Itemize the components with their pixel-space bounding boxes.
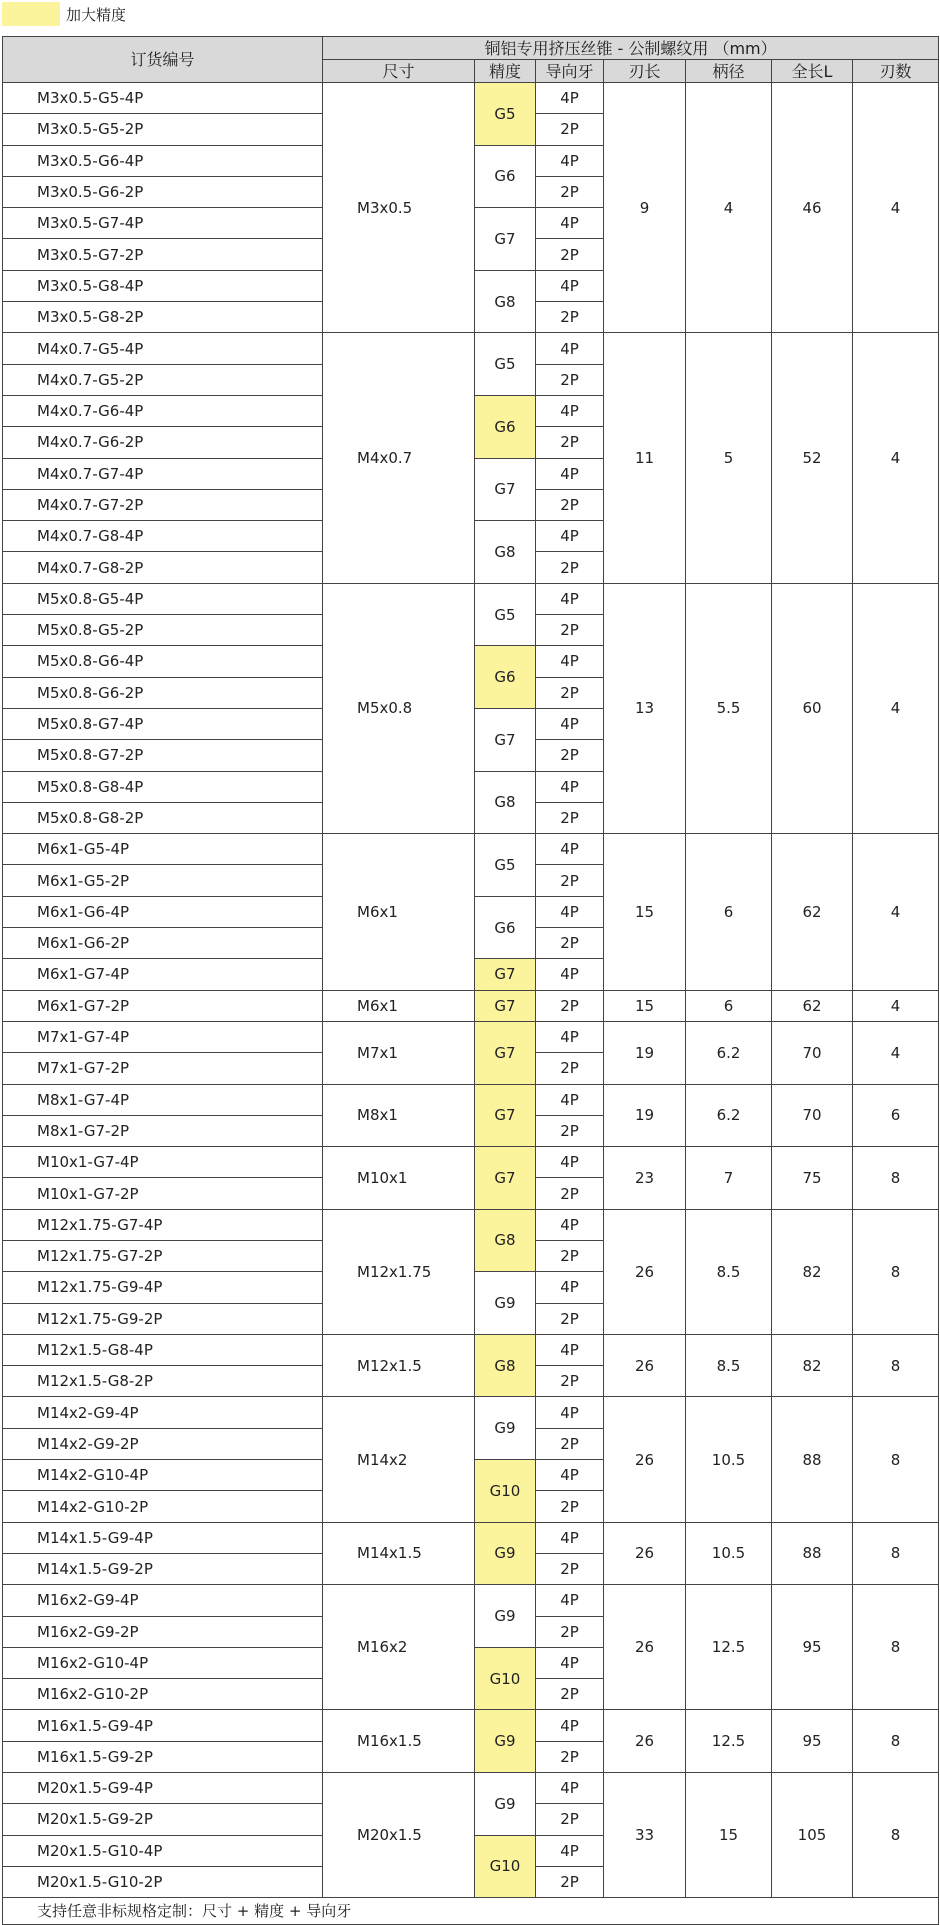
table-row <box>3 83 939 114</box>
order-code-cell: M20x1.5-G10-2P <box>3 1866 323 1897</box>
guide-cell: 2P <box>536 1178 604 1209</box>
order-code-cell: M5x0.8-G6-2P <box>3 677 323 708</box>
total-length-cell: 52 <box>772 333 853 583</box>
flutes-cell: 4 <box>853 834 939 990</box>
order-code-cell: M6x1-G6-2P <box>3 928 323 959</box>
blade-length-cell: 19 <box>604 1021 686 1084</box>
guide-cell: 4P <box>536 1460 604 1491</box>
header-row-1 <box>3 37 939 60</box>
grade-cell: G5 <box>475 583 536 646</box>
size-cell: M20x1.5 <box>323 1773 475 1898</box>
size-cell: M12x1.5 <box>323 1334 475 1397</box>
table-row <box>3 1522 939 1553</box>
flutes-cell: 4 <box>853 333 939 583</box>
grade-cell: G6 <box>475 646 536 709</box>
grade-cell: G8 <box>475 1209 536 1272</box>
order-code-cell: M12x1.5-G8-4P <box>3 1334 323 1365</box>
spec-table <box>2 36 939 1925</box>
shank-cell: 6 <box>686 834 772 990</box>
grade-cell: G8 <box>475 771 536 834</box>
guide-cell: 2P <box>536 1866 604 1897</box>
grade-cell: G10 <box>475 1647 536 1710</box>
blade-length-cell: 26 <box>604 1334 686 1397</box>
order-code-cell: M4x0.7-G7-2P <box>3 489 323 520</box>
blade-length-cell: 11 <box>604 333 686 583</box>
order-code-cell: M3x0.5-G7-4P <box>3 208 323 239</box>
shank-cell: 6.2 <box>686 1021 772 1084</box>
grade-cell: G5 <box>475 333 536 396</box>
flutes-cell: 8 <box>853 1209 939 1334</box>
shank-cell: 7 <box>686 1147 772 1210</box>
table-row <box>3 583 939 614</box>
blade-length-cell: 26 <box>604 1710 686 1773</box>
total-length-cell: 95 <box>772 1585 853 1710</box>
grade-cell: G10 <box>475 1835 536 1898</box>
grade-cell: G9 <box>475 1710 536 1773</box>
order-code-cell: M5x0.8-G8-2P <box>3 802 323 833</box>
guide-cell: 2P <box>536 802 604 833</box>
size-cell: M16x1.5 <box>323 1710 475 1773</box>
footer-row <box>3 1898 939 1925</box>
guide-cell: 2P <box>536 740 604 771</box>
size-cell: M14x2 <box>323 1397 475 1522</box>
grade-cell: G5 <box>475 834 536 897</box>
table-row <box>3 1585 939 1616</box>
total-length-cell: 95 <box>772 1710 853 1773</box>
order-code-cell: M16x2-G10-4P <box>3 1647 323 1678</box>
guide-cell: 4P <box>536 1522 604 1553</box>
grade-cell: G7 <box>475 708 536 771</box>
grade-cell: G6 <box>475 145 536 208</box>
total-length-cell: 62 <box>772 990 853 1021</box>
total-length-cell: 46 <box>772 83 853 333</box>
guide-cell: 4P <box>536 583 604 614</box>
order-code-cell: M3x0.5-G5-4P <box>3 83 323 114</box>
guide-cell: 2P <box>536 615 604 646</box>
guide-cell: 2P <box>536 928 604 959</box>
total-length-cell: 82 <box>772 1209 853 1334</box>
grade-cell: G7 <box>475 1084 536 1147</box>
grade-cell: G8 <box>475 270 536 333</box>
grade-cell: G7 <box>475 208 536 271</box>
size-cell: M5x0.8 <box>323 583 475 833</box>
blade-length-cell: 15 <box>604 990 686 1021</box>
order-code-cell: M5x0.8-G5-4P <box>3 583 323 614</box>
order-code-cell: M7x1-G7-2P <box>3 1053 323 1084</box>
order-code-cell: M4x0.7-G8-4P <box>3 521 323 552</box>
grade-cell: G9 <box>475 1585 536 1648</box>
guide-cell: 2P <box>536 364 604 395</box>
order-code-cell: M20x1.5-G10-4P <box>3 1835 323 1866</box>
grade-cell: G6 <box>475 896 536 959</box>
order-code-cell: M12x1.75-G7-2P <box>3 1240 323 1271</box>
grade-cell: G7 <box>475 1021 536 1084</box>
size-cell: M6x1 <box>323 990 475 1021</box>
guide-cell: 4P <box>536 708 604 739</box>
grade-cell: G10 <box>475 1460 536 1523</box>
blade-length-cell: 26 <box>604 1522 686 1585</box>
col-header-grade: 精度 <box>475 60 536 83</box>
shank-cell: 15 <box>686 1773 772 1898</box>
grade-cell: G8 <box>475 521 536 584</box>
shank-cell: 8.5 <box>686 1209 772 1334</box>
shank-cell: 12.5 <box>686 1710 772 1773</box>
order-code-cell: M14x1.5-G9-4P <box>3 1522 323 1553</box>
footer-note: 支持任意非标规格定制：尺寸 + 精度 + 导向牙 <box>3 1898 939 1925</box>
blade-length-cell: 23 <box>604 1147 686 1210</box>
table-row <box>3 1334 939 1365</box>
guide-cell: 4P <box>536 1397 604 1428</box>
order-code-cell: M10x1-G7-2P <box>3 1178 323 1209</box>
flutes-cell: 8 <box>853 1710 939 1773</box>
guide-cell: 4P <box>536 1021 604 1052</box>
order-code-cell: M3x0.5-G6-4P <box>3 145 323 176</box>
order-code-cell: M3x0.5-G7-2P <box>3 239 323 270</box>
guide-cell: 2P <box>536 239 604 270</box>
grade-cell: G9 <box>475 1397 536 1460</box>
guide-cell: 4P <box>536 1084 604 1115</box>
guide-cell: 2P <box>536 1428 604 1459</box>
order-code-cell: M14x2-G10-2P <box>3 1491 323 1522</box>
size-cell: M7x1 <box>323 1021 475 1084</box>
order-code-cell: M6x1-G5-2P <box>3 865 323 896</box>
order-code-cell: M3x0.5-G5-2P <box>3 114 323 145</box>
total-length-cell: 60 <box>772 583 853 833</box>
grade-cell: G9 <box>475 1272 536 1335</box>
col-header-blade-length: 刃长 <box>604 60 686 83</box>
total-length-cell: 88 <box>772 1397 853 1522</box>
blade-length-cell: 19 <box>604 1084 686 1147</box>
shank-cell: 6 <box>686 990 772 1021</box>
order-code-cell: M3x0.5-G6-2P <box>3 176 323 207</box>
order-code-cell: M14x2-G9-4P <box>3 1397 323 1428</box>
table-row <box>3 1209 939 1240</box>
flutes-cell: 8 <box>853 1397 939 1522</box>
guide-cell: 2P <box>536 114 604 145</box>
legend <box>0 0 126 28</box>
spec-table-body <box>3 83 939 1898</box>
order-code-cell: M8x1-G7-2P <box>3 1115 323 1146</box>
shank-cell: 8.5 <box>686 1334 772 1397</box>
order-code-cell: M3x0.5-G8-2P <box>3 302 323 333</box>
flutes-cell: 4 <box>853 83 939 333</box>
blade-length-cell: 26 <box>604 1585 686 1710</box>
size-cell: M4x0.7 <box>323 333 475 583</box>
table-row <box>3 1710 939 1741</box>
guide-cell: 4P <box>536 270 604 301</box>
order-code-cell: M5x0.8-G7-2P <box>3 740 323 771</box>
flutes-cell: 4 <box>853 1021 939 1084</box>
order-code-cell: M4x0.7-G8-2P <box>3 552 323 583</box>
guide-cell: 4P <box>536 959 604 990</box>
blade-length-cell: 9 <box>604 83 686 333</box>
guide-cell: 2P <box>536 1053 604 1084</box>
size-cell: M6x1 <box>323 834 475 990</box>
guide-cell: 2P <box>536 1491 604 1522</box>
guide-cell: 2P <box>536 1616 604 1647</box>
order-code-cell: M20x1.5-G9-2P <box>3 1804 323 1835</box>
guide-cell: 2P <box>536 677 604 708</box>
order-code-cell: M5x0.8-G7-4P <box>3 708 323 739</box>
shank-cell: 5 <box>686 333 772 583</box>
total-length-cell: 82 <box>772 1334 853 1397</box>
blade-length-cell: 33 <box>604 1773 686 1898</box>
guide-cell: 2P <box>536 176 604 207</box>
total-length-cell: 62 <box>772 834 853 990</box>
size-cell: M10x1 <box>323 1147 475 1210</box>
group-title: 铜铝专用挤压丝锥 - 公制螺纹用 （mm） <box>323 37 939 60</box>
guide-cell: 2P <box>536 1679 604 1710</box>
col-header-order-code: 订货编号 <box>3 37 323 83</box>
grade-cell: G7 <box>475 990 536 1021</box>
guide-cell: 2P <box>536 1115 604 1146</box>
table-row <box>3 834 939 865</box>
guide-cell: 2P <box>536 1553 604 1584</box>
table-row <box>3 1397 939 1428</box>
col-header-total-length: 全长L <box>772 60 853 83</box>
flutes-cell: 6 <box>853 1084 939 1147</box>
order-code-cell: M14x2-G10-4P <box>3 1460 323 1491</box>
flutes-cell: 8 <box>853 1334 939 1397</box>
col-header-flutes: 刃数 <box>853 60 939 83</box>
order-code-cell: M4x0.7-G6-2P <box>3 427 323 458</box>
order-code-cell: M5x0.8-G8-4P <box>3 771 323 802</box>
guide-cell: 2P <box>536 865 604 896</box>
grade-cell: G8 <box>475 1334 536 1397</box>
blade-length-cell: 13 <box>604 583 686 833</box>
legend-highlight-swatch <box>2 2 60 26</box>
guide-cell: 4P <box>536 896 604 927</box>
guide-cell: 4P <box>536 1773 604 1804</box>
grade-cell: G9 <box>475 1773 536 1836</box>
flutes-cell: 8 <box>853 1522 939 1585</box>
guide-cell: 4P <box>536 521 604 552</box>
guide-cell: 4P <box>536 1147 604 1178</box>
order-code-cell: M8x1-G7-4P <box>3 1084 323 1115</box>
guide-cell: 4P <box>536 1710 604 1741</box>
order-code-cell: M16x2-G9-4P <box>3 1585 323 1616</box>
legend-label: 加大精度 <box>66 5 127 24</box>
grade-cell: G7 <box>475 1147 536 1210</box>
order-code-cell: M4x0.7-G5-4P <box>3 333 323 364</box>
order-code-cell: M16x1.5-G9-4P <box>3 1710 323 1741</box>
col-header-size: 尺寸 <box>323 60 475 83</box>
order-code-cell: M4x0.7-G6-4P <box>3 395 323 426</box>
guide-cell: 4P <box>536 395 604 426</box>
guide-cell: 4P <box>536 1647 604 1678</box>
order-code-cell: M16x2-G9-2P <box>3 1616 323 1647</box>
guide-cell: 4P <box>536 458 604 489</box>
order-code-cell: M4x0.7-G5-2P <box>3 364 323 395</box>
grade-cell: G9 <box>475 1522 536 1585</box>
guide-cell: 4P <box>536 1209 604 1240</box>
shank-cell: 5.5 <box>686 583 772 833</box>
guide-cell: 2P <box>536 1303 604 1334</box>
size-cell: M14x1.5 <box>323 1522 475 1585</box>
order-code-cell: M4x0.7-G7-4P <box>3 458 323 489</box>
guide-cell: 4P <box>536 333 604 364</box>
size-cell: M8x1 <box>323 1084 475 1147</box>
order-code-cell: M12x1.75-G7-4P <box>3 1209 323 1240</box>
blade-length-cell: 15 <box>604 834 686 990</box>
guide-cell: 4P <box>536 145 604 176</box>
order-code-cell: M12x1.75-G9-4P <box>3 1272 323 1303</box>
guide-cell: 2P <box>536 427 604 458</box>
guide-cell: 2P <box>536 489 604 520</box>
guide-cell: 4P <box>536 834 604 865</box>
shank-cell: 10.5 <box>686 1397 772 1522</box>
guide-cell: 2P <box>536 1240 604 1271</box>
total-length-cell: 70 <box>772 1021 853 1084</box>
grade-cell: G7 <box>475 959 536 990</box>
table-row <box>3 333 939 364</box>
order-code-cell: M5x0.8-G5-2P <box>3 615 323 646</box>
flutes-cell: 4 <box>853 583 939 833</box>
order-code-cell: M14x1.5-G9-2P <box>3 1553 323 1584</box>
order-code-cell: M6x1-G7-4P <box>3 959 323 990</box>
size-cell: M16x2 <box>323 1585 475 1710</box>
total-length-cell: 70 <box>772 1084 853 1147</box>
table-row <box>3 1084 939 1115</box>
guide-cell: 4P <box>536 1585 604 1616</box>
order-code-cell: M12x1.75-G9-2P <box>3 1303 323 1334</box>
flutes-cell: 4 <box>853 990 939 1021</box>
order-code-cell: M12x1.5-G8-2P <box>3 1366 323 1397</box>
size-cell: M3x0.5 <box>323 83 475 333</box>
order-code-cell: M3x0.5-G8-4P <box>3 270 323 301</box>
order-code-cell: M7x1-G7-4P <box>3 1021 323 1052</box>
guide-cell: 4P <box>536 1272 604 1303</box>
guide-cell: 2P <box>536 1741 604 1772</box>
grade-cell: G5 <box>475 83 536 146</box>
order-code-cell: M6x1-G7-2P <box>3 990 323 1021</box>
guide-cell: 4P <box>536 646 604 677</box>
total-length-cell: 75 <box>772 1147 853 1210</box>
size-cell: M12x1.75 <box>323 1209 475 1334</box>
guide-cell: 2P <box>536 1366 604 1397</box>
guide-cell: 2P <box>536 302 604 333</box>
guide-cell: 4P <box>536 771 604 802</box>
total-length-cell: 88 <box>772 1522 853 1585</box>
shank-cell: 4 <box>686 83 772 333</box>
guide-cell: 4P <box>536 208 604 239</box>
order-code-cell: M20x1.5-G9-4P <box>3 1773 323 1804</box>
guide-cell: 4P <box>536 83 604 114</box>
grade-cell: G7 <box>475 458 536 521</box>
table-row <box>3 1773 939 1804</box>
blade-length-cell: 26 <box>604 1397 686 1522</box>
total-length-cell: 105 <box>772 1773 853 1898</box>
table-row <box>3 1021 939 1052</box>
flutes-cell: 8 <box>853 1773 939 1898</box>
shank-cell: 10.5 <box>686 1522 772 1585</box>
shank-cell: 12.5 <box>686 1585 772 1710</box>
table-row <box>3 990 939 1021</box>
col-header-shank: 柄径 <box>686 60 772 83</box>
flutes-cell: 8 <box>853 1585 939 1710</box>
guide-cell: 2P <box>536 990 604 1021</box>
table-row <box>3 1147 939 1178</box>
guide-cell: 2P <box>536 552 604 583</box>
order-code-cell: M16x2-G10-2P <box>3 1679 323 1710</box>
guide-cell: 4P <box>536 1334 604 1365</box>
guide-cell: 4P <box>536 1835 604 1866</box>
order-code-cell: M14x2-G9-2P <box>3 1428 323 1459</box>
flutes-cell: 8 <box>853 1147 939 1210</box>
order-code-cell: M6x1-G5-4P <box>3 834 323 865</box>
blade-length-cell: 26 <box>604 1209 686 1334</box>
grade-cell: G6 <box>475 395 536 458</box>
col-header-guide: 导向牙 <box>536 60 604 83</box>
order-code-cell: M5x0.8-G6-4P <box>3 646 323 677</box>
order-code-cell: M16x1.5-G9-2P <box>3 1741 323 1772</box>
shank-cell: 6.2 <box>686 1084 772 1147</box>
guide-cell: 2P <box>536 1804 604 1835</box>
order-code-cell: M6x1-G6-4P <box>3 896 323 927</box>
order-code-cell: M10x1-G7-4P <box>3 1147 323 1178</box>
